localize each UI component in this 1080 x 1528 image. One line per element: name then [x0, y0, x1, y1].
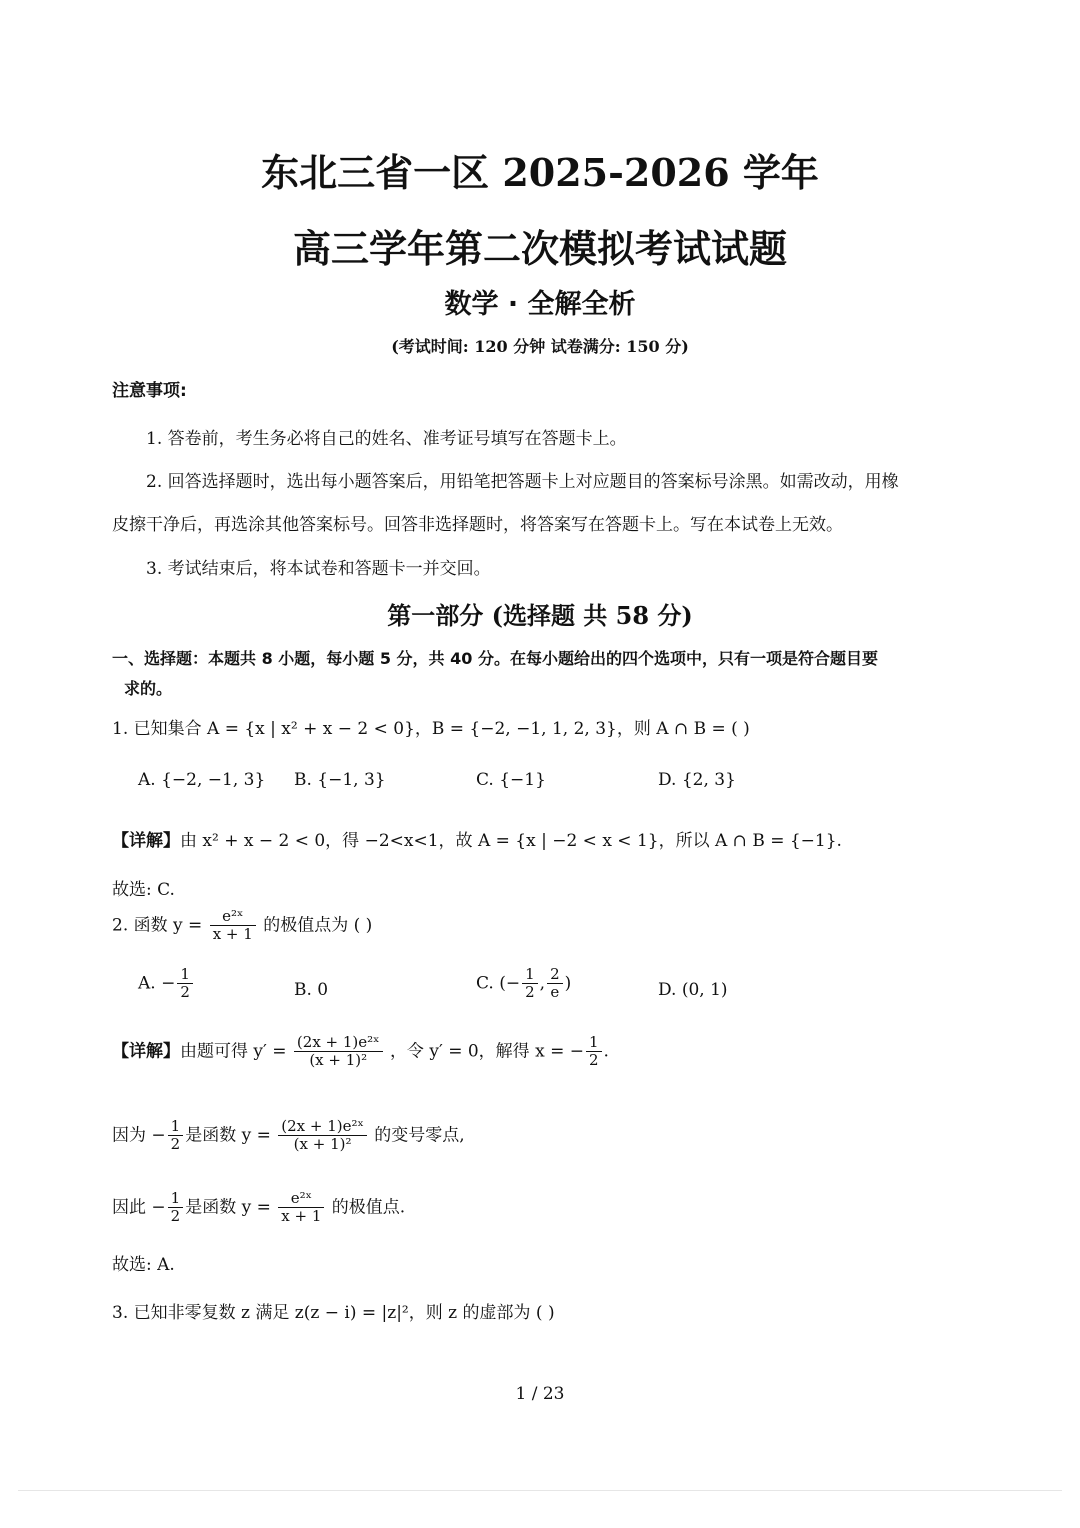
question-2-stem	[112, 908, 372, 944]
page-number: 1 / 23	[515, 1384, 565, 1404]
q2-option-c-numerator-1: 1	[522, 966, 538, 984]
q1-option-c: C. {−1}	[476, 770, 546, 790]
notice-item-2-line-1: 2. 回答选择题时，选出每小题答案后，用铅笔把答题卡上对应题目的答案标号涂黑。如需改动，用橡	[146, 472, 899, 492]
question-3-stem: 3. 已知非零复数 z 满足 z(z − i) = |z|²，则 z 的虚部为 ( )	[112, 1303, 555, 1323]
q2-conclusion-denominator: x + 1	[281, 1207, 322, 1226]
q2-stem-fraction	[210, 908, 256, 944]
q2-conclusion-half-numerator: 1	[168, 1190, 184, 1208]
q2-option-a-sign: −	[161, 973, 176, 994]
q1-answer: 故选: C.	[112, 880, 175, 900]
notice-item-2-line-2: 皮擦干净后，再选涂其他答案标号。回答非选择题时，将答案写在答题卡上。写在本试卷上无效。	[112, 515, 843, 535]
q1-option-b: B. {−1, 3}	[294, 770, 386, 790]
q2-detail-mid: ，令 y′ = 0，解得 x = −	[389, 1041, 584, 1062]
q2-detail-numerator: (2x + 1)e²ˣ	[294, 1034, 383, 1052]
q2-option-d: D. (0, 1)	[658, 980, 728, 1000]
q2-conclusion-suffix: 的极值点.	[331, 1197, 406, 1218]
bottom-divider	[18, 1490, 1062, 1491]
q2-stem-numerator: e²ˣ	[210, 908, 256, 926]
q2-option-a-denominator: 2	[180, 983, 190, 1002]
q2-option-c-denominator-1: 2	[525, 983, 535, 1002]
q2-reason-line	[112, 1118, 465, 1154]
q2-reason-half-denominator: 2	[170, 1135, 181, 1154]
q1-detail-tag: 【详解】	[112, 831, 180, 851]
title-line-1: 东北三省一区 2025-2026 学年	[261, 150, 819, 195]
q2-detail-x-numerator: 1	[586, 1034, 602, 1052]
q2-answer: 故选: A.	[112, 1255, 175, 1275]
section-description-line-1: 一、选择题：本题共 8 小题，每小题 5 分，共 40 分。在每小题给出的四个选项中，只有一项是符合题目要	[112, 649, 878, 668]
q2-reason-prefix: 因为 −	[112, 1125, 166, 1146]
q2-conclusion-half-denominator: 2	[170, 1207, 181, 1226]
q2-detail-x-fraction	[586, 1034, 602, 1070]
q2-conclusion-numerator: e²ˣ	[278, 1190, 324, 1208]
notice-item-3: 3. 考试结束后，将本试卷和答题卡一并交回。	[146, 559, 491, 579]
q2-option-c-fraction-1	[522, 966, 538, 1002]
q2-option-b: B. 0	[294, 980, 329, 1000]
q2-reason-numerator: (2x + 1)e²ˣ	[278, 1118, 367, 1136]
q2-detail-prefix: 由题可得 y′ =	[180, 1041, 287, 1062]
q2-option-a	[138, 966, 195, 1002]
q2-reason-half-numerator: 1	[168, 1118, 184, 1136]
q2-option-c-numerator-2: 2	[547, 966, 563, 984]
q2-reason-suffix: 的变号零点,	[374, 1125, 465, 1146]
q2-conclusion-half-fraction	[168, 1190, 184, 1226]
q2-option-c-fraction-2	[547, 966, 563, 1002]
section-heading: 第一部分 (选择题 共 58 分)	[387, 601, 693, 630]
subtitle: 数学 · 全解全析	[444, 289, 636, 320]
q2-reason-mid: 是函数 y =	[185, 1125, 271, 1146]
section-description	[112, 644, 982, 704]
notice-item-1: 1. 答卷前，考生务必将自己的姓名、准考证号填写在答题卡上。	[146, 429, 627, 449]
q2-conclusion-prefix: 因此 −	[112, 1197, 166, 1218]
q2-option-c-open: (−	[499, 973, 521, 994]
notice-heading: 注意事项:	[112, 381, 187, 401]
q2-detail-tag: 【详解】	[112, 1041, 180, 1062]
q2-stem-denominator: x + 1	[212, 925, 253, 944]
q2-detail	[112, 1034, 609, 1070]
q1-option-d: D. {2, 3}	[658, 770, 736, 790]
exam-info: (考试时间: 120 分钟 试卷满分: 150 分)	[391, 337, 689, 356]
q2-option-c	[476, 966, 571, 1002]
q2-detail-x-denominator: 2	[588, 1051, 599, 1070]
q1-detail	[112, 826, 842, 851]
q2-detail-fraction	[294, 1034, 383, 1070]
title-line-2: 高三学年第二次模拟考试试题	[292, 226, 787, 271]
q2-reason-half-fraction	[168, 1118, 184, 1154]
section-description-line-2: 求的。	[124, 679, 173, 698]
q2-option-a-numerator: 1	[177, 966, 193, 984]
q2-option-c-denominator-2: e	[550, 983, 560, 1002]
q2-stem-prefix: 2. 函数 y =	[112, 915, 203, 936]
q2-reason-denominator: (x + 1)²	[293, 1135, 352, 1154]
q1-option-a: A. {−2, −1, 3}	[138, 770, 266, 790]
q2-conclusion-mid: 是函数 y =	[185, 1197, 271, 1218]
q1-detail-text: 由 x² + x − 2 < 0，得 −2<x<1，故 A = {x | −2 < x < 1}，所以 A ∩ B = {−1}.	[180, 831, 842, 851]
q2-conclusion-line	[112, 1190, 405, 1226]
q2-detail-end: .	[603, 1041, 609, 1062]
q2-option-a-fraction	[177, 966, 193, 1002]
q2-reason-fraction	[278, 1118, 367, 1154]
q2-detail-denominator: (x + 1)²	[309, 1051, 368, 1070]
q2-option-c-label: C.	[476, 973, 494, 994]
q2-conclusion-fraction	[278, 1190, 324, 1226]
q2-option-c-close: )	[564, 973, 572, 994]
q2-stem-suffix: 的极值点为 ( )	[263, 915, 373, 936]
question-1-stem: 1. 已知集合 A = {x | x² + x − 2 < 0}，B = {−2, −1, 1, 2, 3}，则 A ∩ B = ( )	[112, 719, 750, 739]
q2-option-a-label: A.	[138, 973, 156, 994]
q2-option-c-comma: ,	[539, 973, 546, 994]
